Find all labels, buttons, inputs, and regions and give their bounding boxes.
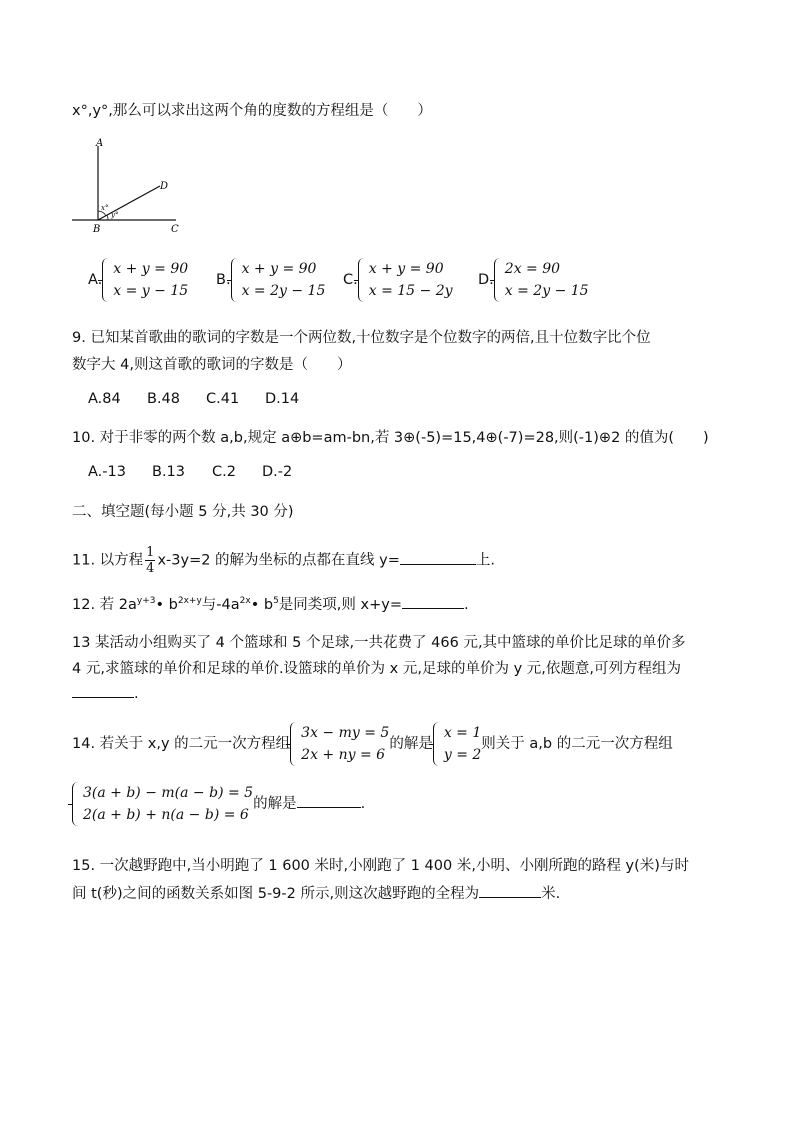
q9-option-d[interactable]: D.14 — [265, 391, 300, 407]
option-letter: A. — [88, 272, 103, 288]
q13-line2: 4 元,求篮球的单价和足球的单价.设篮球的单价为 x 元,足球的单价为 y 元,依题意,可列方程组为 — [72, 661, 681, 677]
q9-line2: 数字大 4,则这首歌的歌词的字数是（ ） — [72, 357, 352, 373]
label-c: C — [171, 224, 179, 235]
q10-option-a[interactable]: A.-13 — [88, 464, 126, 480]
eq: 3x − my = 5 — [301, 725, 390, 741]
q14-line2 — [72, 782, 365, 826]
q14-tail: 的解是 — [253, 796, 297, 812]
eq: 2x = 90 — [504, 261, 561, 277]
q13-end: . — [134, 686, 139, 702]
q13-line3 — [72, 683, 139, 704]
q8-stem: x°,y°,那么可以求出这两个角的度数的方程组是（ ） — [72, 103, 432, 119]
eq: 3(a + b) − m(a − b) = 5 — [83, 785, 254, 801]
q12-pre: 12. 若 2a — [72, 597, 137, 613]
q8-option-b[interactable] — [216, 258, 325, 302]
exp: 2x+y — [177, 596, 202, 606]
q9-option-b[interactable]: B.48 — [147, 391, 181, 407]
q11-mid: x-3y=2 的解为坐标的点都在直线 y= — [157, 552, 400, 569]
q11-line — [72, 545, 495, 576]
q13-line1: 13 某活动小组购买了 4 个篮球和 5 个足球,一共花费了 466 元,其中篮球的单价比足球的单价多 — [72, 635, 686, 651]
eq: y = 2 — [443, 747, 482, 763]
q12-mid: 与-4a — [201, 597, 240, 613]
q13-answer-blank[interactable] — [72, 683, 134, 698]
eq: x = 2y − 15 — [504, 283, 589, 299]
q14-line1 — [72, 722, 673, 766]
option-letter: C. — [343, 272, 358, 288]
q12-line — [72, 594, 469, 615]
q15-line1: 15. 一次越野跑中,当小明跑了 1 600 米时,小刚跑了 1 400 米,小明、小刚所跑的路程 y(米)与时 — [72, 858, 689, 874]
option-letter: D. — [478, 272, 494, 288]
q10-option-b[interactable]: B.13 — [152, 464, 186, 480]
exp: y+3 — [136, 596, 156, 606]
q8-option-a[interactable] — [88, 258, 188, 302]
q12-b2: • b — [250, 597, 274, 613]
q12-b1: • b — [155, 597, 178, 613]
q14-post: 则关于 a,b 的二元一次方程组 — [481, 736, 673, 752]
section-title: 二、填空题(每小题 5 分,共 30 分) — [72, 504, 294, 520]
eq: x = 1 — [443, 725, 482, 741]
q15-post: 米. — [541, 886, 561, 902]
frac-den: 4 — [146, 561, 155, 576]
q14-pre: 14. 若关于 x,y 的二元一次方程组 — [72, 736, 291, 752]
q12-end: . — [463, 597, 469, 613]
eq: x = 15 − 2y — [368, 283, 453, 299]
q11-pre: 11. 以方程 — [72, 552, 144, 569]
q15-pre: 间 t(秒)之间的函数关系如图 5-9-2 所示,则这次越野跑的全程为 — [72, 886, 480, 902]
label-a: A — [96, 138, 104, 149]
label-d: D — [160, 181, 169, 192]
q8-option-c[interactable] — [343, 258, 453, 302]
eq: x + y = 90 — [241, 261, 317, 277]
q11-answer-blank[interactable] — [400, 550, 476, 565]
q14-end: . — [360, 796, 366, 812]
eq: x = 2y − 15 — [241, 283, 326, 299]
q15-line2 — [72, 883, 560, 904]
eq: x + y = 90 — [368, 261, 444, 277]
exp: 5 — [273, 596, 279, 606]
eq: x = y − 15 — [113, 283, 189, 299]
q8-option-d[interactable] — [478, 258, 589, 302]
fraction — [145, 545, 155, 576]
q11-post: 上. — [475, 552, 496, 569]
q8-angle-figure — [68, 136, 188, 236]
q9-option-c[interactable]: C.41 — [206, 391, 240, 407]
q12-answer-blank[interactable] — [402, 594, 464, 609]
q9-line1: 9. 已知某首歌曲的歌词的字数是一个两位数,十位数字是个位数字的两倍,且十位数字比个位 — [72, 330, 651, 346]
q12-post: 是同类项,则 x+y= — [278, 597, 402, 613]
label-b: B — [93, 224, 101, 235]
q14-mid: 的解是 — [389, 736, 433, 752]
q14-answer-blank[interactable] — [297, 793, 361, 808]
frac-num: 1 — [146, 545, 155, 560]
eq: x + y = 90 — [113, 261, 189, 277]
label-y: y° — [111, 211, 119, 219]
q10-option-d[interactable]: D.-2 — [262, 464, 293, 480]
q10-line: 10. 对于非零的两个数 a,b,规定 a⊕b=am-bn,若 3⊕(-5)=15,4⊕(-7)=28,则(-1)⊕2 的值为( ) — [72, 430, 709, 446]
q9-option-a[interactable]: A.84 — [88, 391, 121, 407]
label-x: x° — [101, 204, 109, 212]
option-letter: B. — [216, 272, 231, 288]
eq: 2x + ny = 6 — [301, 747, 386, 763]
q10-option-c[interactable]: C.2 — [212, 464, 236, 480]
q15-answer-blank[interactable] — [479, 883, 541, 898]
exp: 2x — [239, 596, 251, 606]
eq: 2(a + b) + n(a − b) = 6 — [83, 807, 249, 823]
